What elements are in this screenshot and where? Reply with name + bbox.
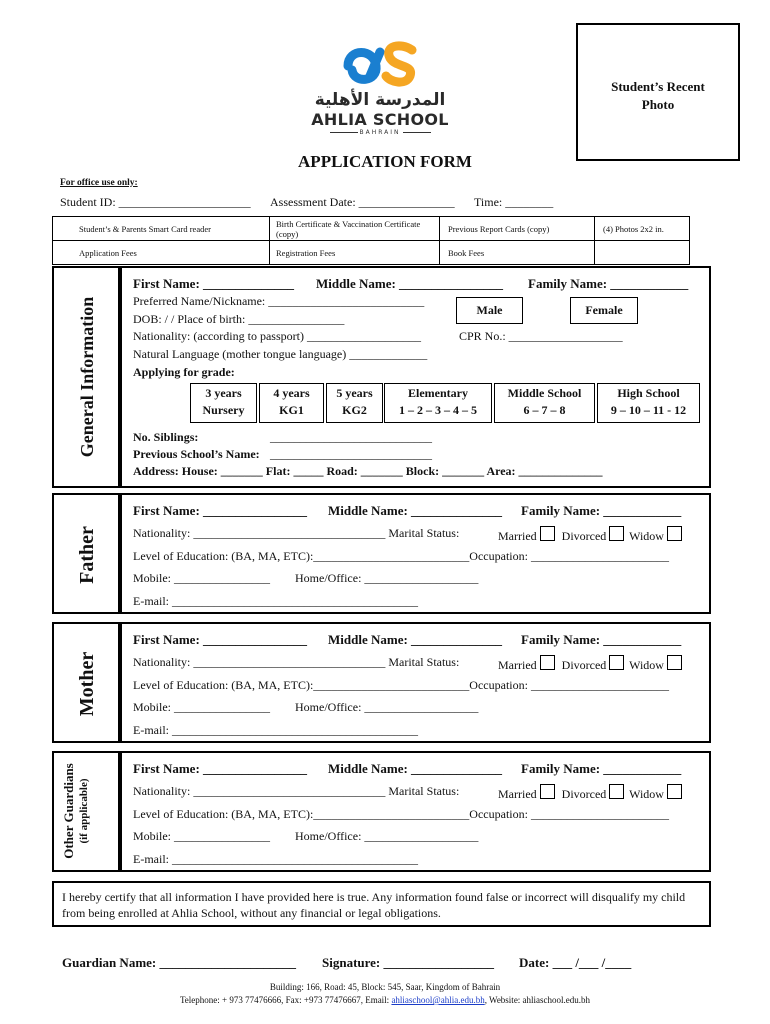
grade-option-elementary[interactable]: Elementary 1 – 2 – 3 – 4 – 5 xyxy=(384,383,492,423)
guardian-nationality-field[interactable]: Nationality: ________________________________ Marital Status: xyxy=(133,784,460,798)
mother-side xyxy=(52,622,120,743)
checklist-cell[interactable]: Application Fees xyxy=(53,241,270,265)
mother-family-name[interactable]: Family Name: ____________ xyxy=(521,632,682,647)
logo-school-name: AHLIA SCHOOL xyxy=(311,110,449,129)
student-middle-name[interactable]: Middle Name: ________________ xyxy=(316,276,504,291)
mother-nationality-field[interactable]: Nationality: ________________________________ Marital Status: xyxy=(133,655,460,669)
general-info-label: General Information xyxy=(77,296,97,458)
mother-first-name[interactable]: First Name: ________________ xyxy=(133,632,308,647)
previous-school-label: Previous School’s Name: xyxy=(133,447,260,461)
grade-option-high-school[interactable]: High School 9 – 10 – 11 - 12 xyxy=(597,383,700,423)
father-email-field[interactable]: E-mail: _________________________________________ xyxy=(133,594,418,608)
mother-middle-name[interactable]: Middle Name: ______________ xyxy=(328,632,503,647)
date-field[interactable]: Date: ___ /___ /____ xyxy=(519,955,632,970)
father-marital-options: Married Divorced Widow xyxy=(498,526,684,544)
guardian-first-name[interactable]: First Name: ________________ xyxy=(133,761,308,776)
student-cpr-field[interactable]: CPR No.: ___________________ xyxy=(459,329,623,343)
checklist-cell[interactable]: Student’s & Parents Smart Card reader xyxy=(53,217,270,241)
divorced-checkbox[interactable] xyxy=(609,526,624,541)
siblings-field[interactable]: ___________________________ xyxy=(270,430,432,444)
student-nickname-field[interactable]: Preferred Name/Nickname: __________________________ xyxy=(133,294,425,308)
guardians-label: Other Guardians xyxy=(61,763,76,859)
guardian-education-field[interactable]: Level of Education: (BA, MA, ETC):__________________________Occupation: _______________________ xyxy=(133,807,669,821)
general-info-side xyxy=(52,266,120,488)
footer-contact: Telephone: + 973 77476666, Fax: +973 77476667, Email: ahliaschool@ahlia.edu.bh, Website: ahliaschool.edu.bh xyxy=(179,995,591,1005)
father-middle-name[interactable]: Middle Name: ______________ xyxy=(328,503,503,518)
assessment-date-field[interactable]: Assessment Date: ________________ xyxy=(270,195,455,209)
mother-email-field[interactable]: E-mail: _________________________________________ xyxy=(133,723,418,737)
father-mobile-field[interactable]: Mobile: ________________ xyxy=(133,571,270,585)
certification-statement: I hereby certify that all information I have provided here is true. Any information found false or incorrect will disqualify my child from being enrolled at Ahlia School, without any financial or legal obligations. xyxy=(52,881,711,927)
address-field[interactable]: Address: House: _______ Flat: _____ Road: _______ Block: _______ Area: ______________ xyxy=(133,464,603,478)
student-first-name[interactable]: First Name: ______________ xyxy=(133,276,295,291)
father-side xyxy=(52,493,120,614)
father-first-name[interactable]: First Name: ________________ xyxy=(133,503,308,518)
divorced-checkbox[interactable] xyxy=(609,784,624,799)
footer-email-link[interactable]: ahliaschool@ahlia.edu.bh xyxy=(391,995,485,1005)
checklist-cell[interactable] xyxy=(595,241,690,265)
office-checklist-table xyxy=(52,216,690,265)
checklist-cell[interactable]: Birth Certificate & Vaccination Certificate (copy) xyxy=(270,217,440,241)
student-language-field[interactable]: Natural Language (mother tongue language) _____________ xyxy=(133,347,428,361)
mother-mobile-field[interactable]: Mobile: ________________ xyxy=(133,700,270,714)
guardian-marital-options: Married Divorced Widow xyxy=(498,784,684,802)
guardians-sub-label: (if applicable) xyxy=(78,778,90,844)
mother-home-field[interactable]: Home/Office: ___________________ xyxy=(295,700,479,714)
form-title: APPLICATION FORM xyxy=(298,152,472,171)
guardian-family-name[interactable]: Family Name: ____________ xyxy=(521,761,682,776)
guardian-email-field[interactable]: E-mail: _________________________________________ xyxy=(133,852,418,866)
married-checkbox[interactable] xyxy=(540,526,555,541)
applying-grade-label: Applying for grade: xyxy=(133,365,235,379)
mother-label: Mother xyxy=(76,651,98,717)
office-use-label: For office use only: xyxy=(60,178,138,188)
guardian-name-field[interactable]: Guardian Name: _____________________ xyxy=(62,955,296,970)
guardian-middle-name[interactable]: Middle Name: ______________ xyxy=(328,761,503,776)
school-logo xyxy=(300,36,460,142)
checklist-cell[interactable]: Previous Report Cards (copy) xyxy=(440,217,595,241)
checklist-cell[interactable]: Book Fees xyxy=(440,241,595,265)
time-field[interactable]: Time: ________ xyxy=(474,195,554,209)
mother-marital-options: Married Divorced Widow xyxy=(498,655,684,673)
grade-option-kg1[interactable]: 4 years KG1 xyxy=(259,383,324,423)
father-label: Father xyxy=(76,526,98,584)
checklist-cell[interactable]: Registration Fees xyxy=(270,241,440,265)
checklist-cell[interactable]: (4) Photos 2x2 in. xyxy=(595,217,690,241)
married-checkbox[interactable] xyxy=(540,655,555,670)
photo-label: Student’s Recent Photo xyxy=(611,79,705,112)
student-dob-field[interactable]: DOB: / / Place of birth: ________________ xyxy=(133,312,345,326)
signature-field[interactable]: Signature: _________________ xyxy=(322,955,495,970)
grade-option-nursery[interactable]: 3 years Nursery xyxy=(190,383,257,423)
guardians-side xyxy=(52,751,120,872)
logo-divider-right xyxy=(403,132,431,133)
ahlia-logo-mark-icon xyxy=(340,36,420,88)
widow-checkbox[interactable] xyxy=(667,784,682,799)
married-checkbox[interactable] xyxy=(540,784,555,799)
widow-checkbox[interactable] xyxy=(667,526,682,541)
gender-female-box[interactable]: Female xyxy=(570,297,638,324)
father-education-field[interactable]: Level of Education: (BA, MA, ETC):__________________________Occupation: _______________________ xyxy=(133,549,669,563)
mother-education-field[interactable]: Level of Education: (BA, MA, ETC):__________________________Occupation: _______________________ xyxy=(133,678,669,692)
photo-box[interactable] xyxy=(576,23,740,161)
guardian-mobile-field[interactable]: Mobile: ________________ xyxy=(133,829,270,843)
widow-checkbox[interactable] xyxy=(667,655,682,670)
father-nationality-field[interactable]: Nationality: ________________________________ Marital Status: xyxy=(133,526,460,540)
grade-option-kg2[interactable]: 5 years KG2 xyxy=(326,383,383,423)
divorced-checkbox[interactable] xyxy=(609,655,624,670)
logo-arabic-name: المدرسة الأهلية xyxy=(314,90,446,110)
guardian-home-field[interactable]: Home/Office: ___________________ xyxy=(295,829,479,843)
father-home-field[interactable]: Home/Office: ___________________ xyxy=(295,571,479,585)
gender-male-box[interactable]: Male xyxy=(456,297,523,324)
grade-option-middle-school[interactable]: Middle School 6 – 7 – 8 xyxy=(494,383,595,423)
footer-address: Building: 166, Road: 45, Block: 545, Saar, Kingdom of Bahrain xyxy=(269,982,501,992)
logo-country: BAHRAIN xyxy=(359,129,401,136)
previous-school-field[interactable]: ___________________________ xyxy=(270,447,432,461)
father-family-name[interactable]: Family Name: ____________ xyxy=(521,503,682,518)
student-nationality-field[interactable]: Nationality: (according to passport) ___________________ xyxy=(133,329,421,343)
student-family-name[interactable]: Family Name: ____________ xyxy=(528,276,689,291)
siblings-label: No. Siblings: xyxy=(133,430,199,444)
student-id-field[interactable]: Student ID: ______________________ xyxy=(60,195,251,209)
